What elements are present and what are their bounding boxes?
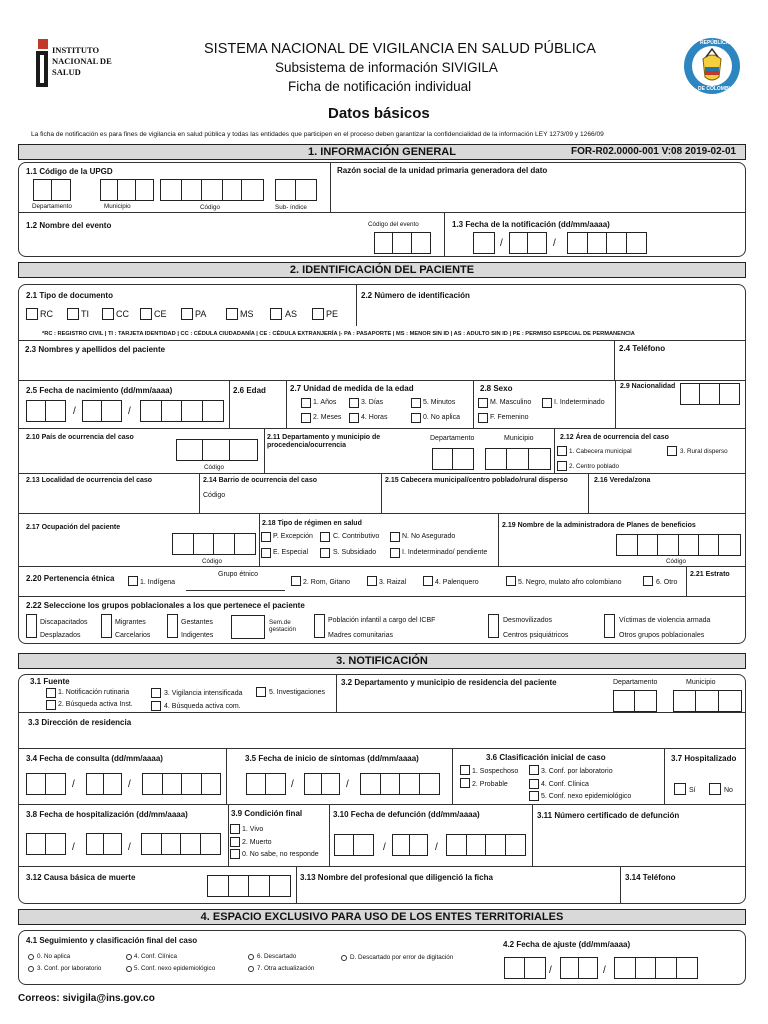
pais-code-caption: Código	[204, 464, 224, 471]
hosp-si-label: Sí	[689, 787, 696, 794]
seal-text-bottom: DE COLOMBIA	[698, 86, 734, 92]
gp-icbf-label: Población infantil a cargo del ICBF	[328, 617, 436, 624]
reg-i-checkbox[interactable]	[390, 548, 400, 558]
etnia-otro-label: 6. Otro	[656, 579, 678, 586]
fuente-2-checkbox[interactable]	[46, 700, 56, 710]
consulta-dd[interactable]	[26, 773, 66, 795]
fnac-dd[interactable]	[26, 400, 66, 422]
seg-7-radio[interactable]	[248, 966, 254, 972]
residencia-mun-caption: Municipio	[686, 679, 716, 686]
cond-nosabe-checkbox[interactable]	[230, 849, 240, 859]
consulta-mm[interactable]	[86, 773, 122, 795]
etnia-palenquero-checkbox[interactable]	[423, 576, 433, 586]
form-main-title: Datos básicos	[328, 105, 430, 122]
sem-gestacion-field[interactable]	[231, 615, 265, 639]
seg-d-radio[interactable]	[341, 955, 347, 961]
unidad-anos-label: 1. Años	[313, 399, 337, 406]
gp-psiquiatricos-label: Centros psiquiátricos	[503, 632, 569, 639]
confidentiality-notice: La ficha de notificación es para fines de vigilancia en salud pública y todas las entidades que participen en el proceso deben garantizar la confidencialidad de la información LEY 1273/09 y 1266/09	[31, 131, 604, 138]
localidad-label: 2.13 Localidad de ocurrencia del caso	[26, 477, 153, 484]
logo-text-3: SALUD	[52, 67, 81, 77]
doc-ce-checkbox[interactable]	[140, 308, 152, 320]
fecha-hospitalizacion-label: 3.8 Fecha de hospitalización (dd/mm/aaaa)	[26, 810, 188, 819]
pais-ocurrencia-label: 2.10 País de ocurrencia del caso	[26, 434, 134, 441]
doc-cc-checkbox[interactable]	[102, 308, 114, 320]
grupo-etnico-line[interactable]	[186, 590, 285, 591]
gp-discapacitados-checkbox[interactable]	[26, 614, 37, 638]
fuente-4-checkbox[interactable]	[151, 701, 161, 711]
fuente-3-label: 3. Vigilancia intensificada	[164, 690, 243, 697]
evento-label: 1.2 Nombre del evento	[26, 221, 112, 230]
fuente-label: 3.1 Fuente	[30, 677, 70, 686]
administradora-code-caption: Código	[666, 558, 686, 565]
sem-gestacion-label: Sem.de gestación	[269, 619, 296, 633]
edad-label: 2.6 Edad	[233, 386, 266, 395]
estrato-label: 2.21 Estrato	[690, 571, 730, 578]
reg-p-checkbox[interactable]	[261, 532, 271, 542]
doc-pa-checkbox[interactable]	[181, 308, 193, 320]
fuente-5-label: 5. Investigaciones	[269, 689, 326, 696]
upgd-dep-field[interactable]	[33, 179, 71, 201]
footer-correos: Correos: sivigila@ins.gov.co	[18, 993, 155, 1004]
cond-nosabe-label: 0. No sabe, no responde	[242, 851, 319, 858]
fecha-nacimiento-label: 2.5 Fecha de nacimiento (dd/mm/aaaa)	[26, 386, 173, 395]
reg-n-label: N. No Asegurado	[402, 533, 456, 540]
unidad-horas-checkbox[interactable]	[349, 413, 359, 423]
seg-3-radio[interactable]	[28, 966, 34, 972]
area-rural-label: 3. Rural disperso	[680, 448, 728, 455]
razon-social-label: Razón social de la unidad primaria generadora del dato	[337, 166, 548, 175]
clasificacion-label: 3.6 Clasificación inicial de caso	[486, 753, 606, 762]
administradora-code-field[interactable]	[616, 534, 741, 556]
causa-code-field[interactable]	[207, 875, 291, 897]
reg-p-label: P. Excepción	[273, 533, 313, 540]
seg-5-radio[interactable]	[126, 966, 132, 972]
unidad-edad-label: 2.7 Unidad de medida de la edad	[290, 384, 414, 393]
ocupacion-code-field[interactable]	[172, 533, 256, 555]
fecha-notif-dd[interactable]	[473, 232, 495, 254]
condicion-final-label: 3.9 Condición final	[231, 809, 303, 818]
cabecera-label: 2.15 Cabecera municipal/centro poblado/rural disperso	[385, 477, 568, 484]
seg-5-label: 5. Conf. nexo epidemiológico	[134, 965, 216, 972]
barrio-code-caption: Código	[203, 492, 226, 499]
gp-indigentes-label: Indigentes	[181, 632, 214, 639]
direccion-label: 3.3 Dirección de residencia	[28, 718, 132, 727]
doc-as-label: AS	[285, 309, 298, 319]
residencia-mun-field[interactable]	[673, 690, 742, 712]
upgd-dep-caption: Departamento	[32, 203, 72, 210]
doc-ti-label: TI	[81, 309, 89, 319]
colombia-seal-icon	[683, 37, 741, 95]
clasif-1-label: 1. Sospechoso	[472, 768, 519, 775]
sexo-m-checkbox[interactable]	[478, 398, 488, 408]
logo-text-1: INSTITUTO	[52, 45, 100, 55]
upgd-mun-field[interactable]	[100, 179, 154, 201]
depmun-mun-caption: Municipio	[504, 435, 534, 442]
residencia-dep-caption: Departamento	[613, 679, 658, 686]
fnac-mm[interactable]	[82, 400, 122, 422]
upgd-label: 1.1 Código de la UPGD	[26, 167, 113, 176]
administradora-label: 2.19 Nombre de la administradora de Planes de beneficios	[502, 522, 696, 529]
ajuste-mm[interactable]	[560, 957, 598, 979]
section-3-header: 3. NOTIFICACIÓN	[18, 653, 746, 669]
fhosp-aaaa[interactable]	[141, 833, 221, 855]
seg-7-label: 7. Otra actualización	[257, 965, 315, 972]
gp-madres-label: Madres comunitarias	[328, 632, 393, 639]
hospitalizado-label: 3.7 Hospitalizado	[671, 754, 737, 763]
sexo-i-checkbox[interactable]	[542, 398, 552, 408]
ocupacion-code-caption: Código	[202, 558, 222, 565]
sintomas-dd[interactable]	[246, 773, 286, 795]
gp-desmovilizados-checkbox[interactable]	[488, 614, 499, 638]
unidad-meses-checkbox[interactable]	[301, 413, 311, 423]
seg-6-label: 6. Descartado	[257, 953, 297, 960]
area-ocurrencia-label: 2.12 Área de ocurrencia del caso	[560, 434, 669, 441]
hosp-no-checkbox[interactable]	[709, 783, 721, 795]
clasif-2-checkbox[interactable]	[460, 778, 470, 788]
doc-pe-checkbox[interactable]	[312, 308, 324, 320]
nacionalidad-field[interactable]	[680, 383, 740, 405]
fecha-notif-mm[interactable]	[509, 232, 547, 254]
sexo-m-label: M. Masculino	[490, 399, 532, 406]
cond-muerto-checkbox[interactable]	[230, 837, 240, 847]
reg-n-checkbox[interactable]	[390, 532, 400, 542]
gp-victimas-label: Víctimas de violencia armada	[619, 617, 711, 624]
seg-d-label: D. Descartado por error de digitación	[350, 954, 454, 961]
codigo-evento-field[interactable]	[374, 232, 431, 254]
gp-icbf-checkbox[interactable]	[314, 614, 325, 638]
seg-4-label: 4. Conf. Clínica	[134, 953, 178, 960]
gp-desmovilizados-label: Desmovilizados	[503, 617, 553, 624]
gp-carcelarios-label: Carcelarios	[115, 632, 151, 639]
section-2-header: 2. IDENTIFICACIÓN DEL PACIENTE	[18, 262, 746, 278]
fecha-consulta-label: 3.4 Fecha de consulta (dd/mm/aaaa)	[26, 754, 163, 763]
doc-rc-checkbox[interactable]	[26, 308, 38, 320]
nombres-label: 2.3 Nombres y apellidos del paciente	[25, 345, 166, 354]
barrio-label: 2.14 Barrio de ocurrencia del caso	[203, 477, 317, 484]
etnia-indigena-checkbox[interactable]	[128, 576, 138, 586]
etnia-indigena-label: 1. Indígena	[140, 579, 176, 586]
area-centro-label: 2. Centro poblado	[569, 463, 620, 470]
telefono-profesional-label: 3.14 Teléfono	[625, 873, 676, 882]
reg-c-checkbox[interactable]	[320, 532, 330, 542]
clasif-5-checkbox[interactable]	[529, 791, 539, 801]
seg-3-label: 3. Conf. por laboratorio	[37, 965, 102, 972]
etnia-label: 2.20 Pertenencia étnica	[26, 574, 115, 583]
etnia-raizal-label: 3. Raizal	[379, 579, 407, 586]
cond-vivo-label: 1. Vivo	[242, 826, 264, 833]
fdef-mm[interactable]	[392, 834, 428, 856]
gp-discapacitados-label: Discapacitados	[40, 619, 88, 626]
etnia-negro-label: 5. Negro, mulato afro colombiano	[518, 579, 622, 586]
fuente-3-checkbox[interactable]	[151, 688, 161, 698]
sexo-f-checkbox[interactable]	[478, 413, 488, 423]
form-ficha-title: Ficha de notificación individual	[288, 79, 472, 94]
hosp-si-checkbox[interactable]	[674, 783, 686, 795]
reg-s-label: S. Subsidiado	[333, 549, 377, 556]
doc-legend: *RC : REGISTRO CIVIL | TI : TARJETA IDENTIDAD | CC : CÉDULA CIUDADANÍA | CE : CÉDULA EXTRANJERÍA |- PA : PASAPORTE | MS : MENOR SIN ID | AS : ADULTO SIN ID | PE : PERMISO ESPECIAL DE PERMANENCIA	[42, 331, 635, 337]
fuente-2-label: 2. Búsqueda activa Inst.	[58, 701, 133, 708]
section-4-header: 4. ESPACIO EXCLUSIVO PARA USO DE LOS ENTES TERRITORIALES	[18, 909, 746, 925]
seg-6-radio[interactable]	[248, 954, 254, 960]
doc-as-checkbox[interactable]	[270, 308, 282, 320]
sexo-f-label: F. Femenino	[490, 414, 529, 421]
sexo-label: 2.8 Sexo	[480, 384, 513, 393]
hosp-no-label: No	[724, 787, 733, 794]
seguimiento-label: 4.1 Seguimiento y clasificación final del caso	[26, 936, 198, 945]
form-system-title: SISTEMA NACIONAL DE VIGILANCIA EN SALUD PÚBLICA	[204, 41, 596, 57]
cond-muerto-label: 2. Muerto	[242, 839, 272, 846]
fuente-1-label: 1. Notificación rutinaria	[58, 689, 130, 696]
section-1-header: 1. INFORMACIÓN GENERAL FOR-R02.0000-001 V:08 2019-02-01	[18, 144, 746, 160]
regimen-label: 2.18 Tipo de régimen en salud	[262, 520, 362, 527]
unidad-minutos-checkbox[interactable]	[411, 398, 421, 408]
numero-identificacion-label: 2.2 Número de identificación	[361, 291, 470, 300]
pais-code-field[interactable]	[176, 439, 258, 461]
sintomas-aaaa[interactable]	[360, 773, 440, 795]
area-cabecera-checkbox[interactable]	[557, 446, 567, 456]
logo-text-2: NACIONAL DE	[52, 56, 112, 66]
upgd-sub-caption: Sub- índice	[275, 204, 307, 211]
depmun-residencia-label: 3.2 Departamento y municipio de residencia del paciente	[341, 678, 557, 687]
etnia-raizal-checkbox[interactable]	[367, 576, 377, 586]
causa-muerte-label: 3.12 Causa básica de muerte	[26, 873, 136, 882]
fecha-defuncion-label: 3.10 Fecha de defunción (dd/mm/aaaa)	[333, 810, 480, 819]
etnia-palenquero-label: 4. Palenquero	[435, 579, 479, 586]
etnia-negro-checkbox[interactable]	[506, 576, 516, 586]
gp-gestantes-checkbox[interactable]	[167, 614, 178, 638]
fhosp-dd[interactable]	[26, 833, 66, 855]
upgd-mun-caption: Municipio	[104, 203, 131, 210]
fecha-notif-aaaa[interactable]	[567, 232, 647, 254]
doc-ms-label: MS	[240, 309, 254, 319]
unidad-anos-checkbox[interactable]	[301, 398, 311, 408]
clasif-2-label: 2. Probable	[472, 781, 508, 788]
depmun-dep-caption: Departamento	[430, 435, 475, 442]
doc-rc-label: RC	[40, 309, 53, 319]
telefono-label: 2.4 Teléfono	[619, 344, 666, 353]
residencia-dep-field[interactable]	[613, 690, 657, 712]
sexo-i-label: I. Indeterminado	[554, 399, 605, 406]
seg-0-label: 0. No aplica	[37, 953, 71, 960]
ajuste-dd[interactable]	[504, 957, 546, 979]
clasif-1-checkbox[interactable]	[460, 765, 470, 775]
doc-pe-label: PE	[326, 309, 339, 319]
form-code: FOR-R02.0000-001 V:08 2019-02-01	[571, 146, 737, 157]
ins-logo	[34, 39, 52, 87]
upgd-sub-field[interactable]	[275, 179, 317, 201]
fecha-notificacion-label: 1.3 Fecha de la notificación (dd/mm/aaaa)	[452, 220, 610, 229]
profesional-label: 3.13 Nombre del profesional que diligenció la ficha	[300, 873, 493, 882]
reg-i-label: I. Indeterminado/ pendiente	[402, 549, 488, 556]
upgd-code-field[interactable]	[160, 179, 264, 201]
area-centro-checkbox[interactable]	[557, 461, 567, 471]
reg-s-checkbox[interactable]	[320, 548, 330, 558]
vereda-label: 2.16 Vereda/zona	[594, 477, 651, 484]
ocupacion-label: 2.17 Ocupación del paciente	[26, 524, 121, 531]
fdef-aaaa[interactable]	[446, 834, 526, 856]
sintomas-mm[interactable]	[304, 773, 340, 795]
nacionalidad-label: 2.9 Nacionalidad	[620, 383, 676, 390]
depmun-procedencia-label: 2.11 Departamento y municipio de procedencia/ocurrencia	[267, 434, 381, 449]
unidad-meses-label: 2. Meses	[313, 414, 342, 421]
grupos-label: 2.22 Seleccione los grupos poblacionales a los que pertenece el paciente	[26, 601, 305, 610]
fhosp-mm[interactable]	[86, 833, 122, 855]
codigo-evento-caption: Código del evento	[368, 221, 419, 228]
grupo-etnico-caption: Grupo étnico	[218, 571, 259, 578]
doc-cc-label: CC	[116, 309, 129, 319]
certificado-label: 3.11 Número certificado de defunción	[537, 811, 680, 820]
gp-migrantes-checkbox[interactable]	[101, 614, 112, 638]
reg-e-label: E. Especial	[273, 549, 309, 556]
ajuste-aaaa[interactable]	[614, 957, 698, 979]
fecha-ajuste-label: 4.2 Fecha de ajuste (dd/mm/aaaa)	[503, 940, 631, 949]
seg-0-radio[interactable]	[28, 954, 34, 960]
clasif-5-label: 5. Conf. nexo epidemiológico	[541, 793, 632, 800]
clasif-4-checkbox[interactable]	[529, 779, 539, 789]
clasif-3-checkbox[interactable]	[529, 765, 539, 775]
unidad-horas-label: 4. Horas	[361, 414, 388, 421]
etnia-rom-label: 2. Rom, Gitano	[303, 579, 351, 586]
cond-vivo-checkbox[interactable]	[230, 824, 240, 834]
gp-otros-label: Otros grupos poblacionales	[619, 632, 705, 639]
unidad-noaplica-label: 0. No aplica	[423, 414, 460, 421]
fecha-sintomas-label: 3.5 Fecha de inicio de síntomas (dd/mm/aaaa)	[245, 754, 419, 763]
gp-migrantes-label: Migrantes	[115, 619, 146, 626]
gp-desplazados-label: Desplazados	[40, 632, 81, 639]
fuente-1-checkbox[interactable]	[46, 688, 56, 698]
doc-ti-checkbox[interactable]	[67, 308, 79, 320]
unidad-dias-label: 3. Días	[361, 399, 384, 406]
form-subsystem-title: Subsistema de información SIVIGILA	[275, 60, 498, 75]
etnia-rom-checkbox[interactable]	[291, 576, 301, 586]
section-2-panel	[18, 284, 746, 644]
seg-4-radio[interactable]	[126, 954, 132, 960]
fuente-5-checkbox[interactable]	[256, 687, 266, 697]
doc-ms-checkbox[interactable]	[226, 308, 238, 320]
depmun-mun-field[interactable]	[485, 448, 551, 470]
unidad-minutos-label: 5. Minutos	[423, 399, 456, 406]
doc-pa-label: PA	[195, 309, 207, 319]
fuente-4-label: 4. Búsqueda activa com.	[164, 703, 241, 710]
etnia-otro-checkbox[interactable]	[643, 576, 653, 586]
reg-e-checkbox[interactable]	[261, 548, 271, 558]
area-cabecera-label: 1. Cabecera municipal	[569, 448, 632, 455]
gp-victimas-checkbox[interactable]	[604, 614, 615, 638]
clasif-4-label: 4. Conf. Clínica	[541, 781, 589, 788]
reg-c-label: C. Contributivo	[333, 533, 380, 540]
unidad-dias-checkbox[interactable]	[349, 398, 359, 408]
clasif-3-label: 3. Conf. por laboratorio	[541, 768, 613, 775]
tipo-documento-label: 2.1 Tipo de documento	[26, 291, 113, 300]
unidad-noaplica-checkbox[interactable]	[411, 413, 421, 423]
depmun-dep-field[interactable]	[432, 448, 474, 470]
fdef-dd[interactable]	[334, 834, 374, 856]
gp-gestantes-label: Gestantes	[181, 619, 213, 626]
fnac-aaaa[interactable]	[140, 400, 224, 422]
area-rural-checkbox[interactable]	[667, 446, 677, 456]
upgd-code-caption: Código	[200, 204, 220, 211]
doc-ce-label: CE	[154, 309, 167, 319]
consulta-aaaa[interactable]	[142, 773, 221, 795]
seal-text-top: REPÚBLICA	[700, 40, 730, 46]
